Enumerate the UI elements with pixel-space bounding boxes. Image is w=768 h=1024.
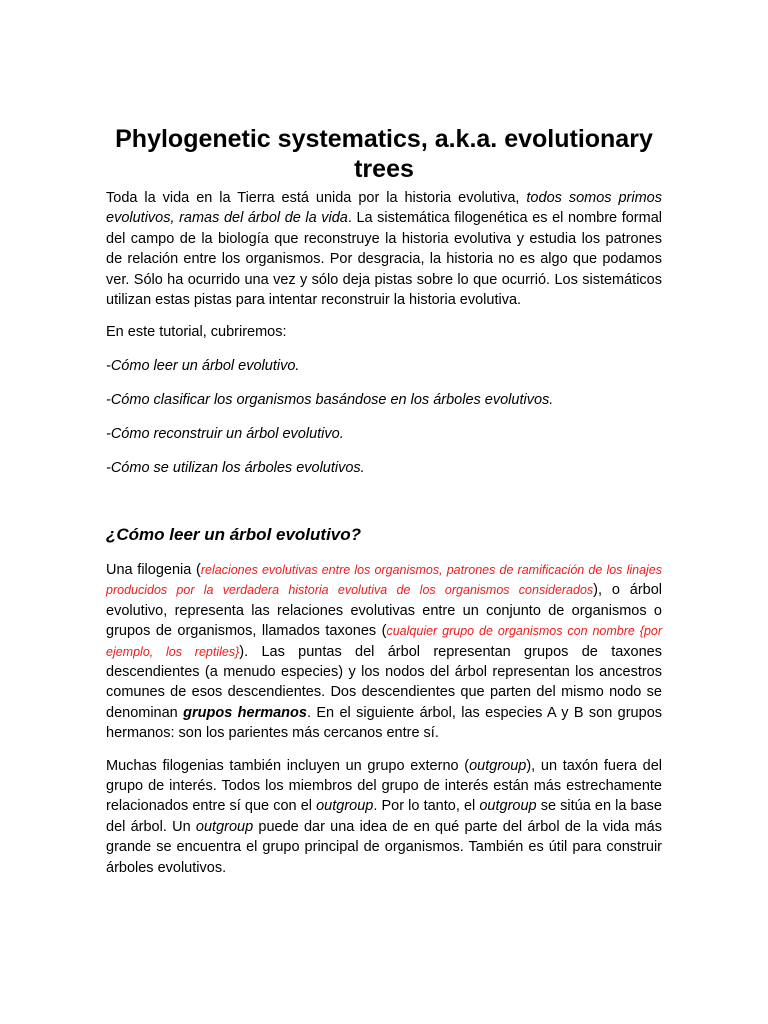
list-item-classify: -Cómo clasificar los organismos basándose en los árboles evolutivos. [106,391,554,408]
phylogeny-definition: relaciones evolutivas entre los organismos, patrones de ramificación de los linajes producidos por la verdadera historia evolutiva de los organismos considerados [106,562,663,598]
phylogeny-paragraph [106,560,662,744]
outgroup-text-5: puede dar una idea de en qué parte del árbol de la vida más grande se encuentra el grupo principal de organismos. También es útil para construir árboles evolutivos. [106,818,662,876]
phylogeny-text-2: ), o árbol evolutivo, representa las relaciones evolutivas entre un conjunto de organismos o grupos de organismos, llamados taxones ( [106,582,662,640]
document-page [106,124,662,878]
outgroup-term-1: outgroup [469,757,527,774]
list-item-uses: -Cómo se utilizan los árboles evolutivos. [106,459,365,476]
phylogeny-text-1: Una filogenia ( [106,561,201,578]
list-item-reconstruct: -Cómo reconstruir un árbol evolutivo. [106,425,344,442]
intro-italic-text: todos somos primos evolutivos, ramas del árbol de la vida [106,190,663,227]
outgroup-text-1: Muchas filogenias también incluyen un grupo externo ( [106,757,470,774]
list-item-read-tree: -Cómo leer un árbol evolutivo. [106,357,300,374]
outgroup-term-4: outgroup [195,818,254,835]
document-title: Phylogenetic systematics, a.k.a. evolutionary trees [115,125,653,183]
outgroup-text-3: . Por lo tanto, el [373,798,480,815]
taxon-definition: cualquier grupo de organismos con nombre {por ejemplo, los reptiles} [106,624,663,659]
list-intro: En este tutorial, cubriremos: [106,324,287,341]
sister-groups-term: grupos hermanos [183,704,307,721]
phylogeny-text-3: ). Las puntas del árbol representan grupos de taxones descendientes (a menudo especies) y los nodos del árbol representan los ancestros comunes de esos descendientes. Dos descendientes que parten del mismo nodo se denominan [106,643,662,721]
phylogeny-text-4: . En el siguiente árbol, las especies A y B son grupos hermanos: son los parientes más cercanos entre sí. [106,704,663,742]
outgroup-term-2: outgroup [316,798,374,815]
section-heading: ¿Cómo leer un árbol evolutivo? [106,524,362,544]
outgroup-text-2: ), un taxón fuera del grupo de interés. Todos los miembros del grupo de interés están más estrechamente relacionados entre sí que con el [106,757,662,815]
intro-paragraph [106,188,662,310]
outgroup-paragraph [106,756,662,878]
intro-text-2: . La sistemática filogenética es el nombre formal del campo de la biología que reconstruye la historia evolutiva y estudia los patrones de relación entre los organismos. Por desgracia, la historia no es algo que podamos ver. Sólo ha ocurrido una vez y sólo deja pistas sobre lo que ocurrió. Los sistemáticos utilizan estas pistas para intentar reconstruir la historia evolutiva. [106,210,662,309]
intro-text-1: Toda la vida en la Tierra está unida por la historia evolutiva, [106,190,527,206]
outgroup-term-3: outgroup [479,798,537,815]
outgroup-text-4: se sitúa en la base del árbol. Un [106,798,662,835]
